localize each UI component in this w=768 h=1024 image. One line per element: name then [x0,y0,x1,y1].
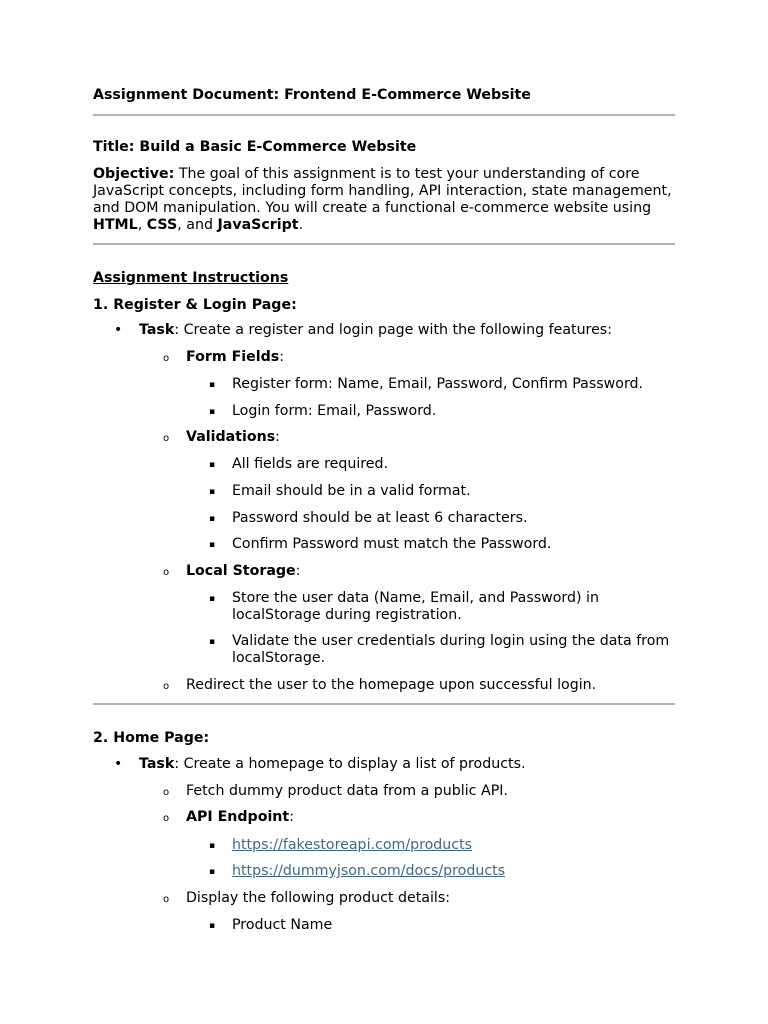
colon: : [295,563,301,579]
list-item: Password should be at least 6 characters. [232,510,528,526]
bullet-icon: ▪ [209,380,216,390]
bullet-icon: o [163,353,170,364]
task-label: Task [139,756,175,772]
dummyjson-link[interactable]: https://dummyjson.com/docs/products [232,863,506,879]
list-item: Login form: Email, Password. [232,403,437,419]
bullet-icon: o [163,681,170,692]
objective-css: CSS [146,217,178,233]
colon: : [279,349,285,365]
list-item: All fields are required. [232,456,389,472]
bullet-icon: ▪ [209,594,216,604]
list-item: Product Name [232,917,333,933]
list-item: Confirm Password must match the Password. [232,536,552,552]
validations-item [186,429,280,446]
api-endpoint-item [186,809,294,826]
display-details-item: Display the following product details: [186,890,451,906]
section1-heading: 1. Register & Login Page: [93,297,297,313]
bullet-icon: ▪ [209,514,216,524]
document-title: Assignment Document: Frontend E-Commerce Website [93,87,531,103]
bullet-icon: o [163,787,170,798]
objective-label: Objective: [93,166,175,182]
objective-text: The goal of this assignment is to test your understanding of core JavaScript concepts, including form handling, API interaction, state management, and DOM manipulation. You will create a functional e-commerce website using [93,166,672,216]
form-fields-label: Form Fields [186,349,280,365]
colon: : [275,429,280,445]
bullet-icon: o [163,894,170,905]
bullet-icon: • [114,756,123,772]
list-item: Validate the user credentials during login using the data from localStorage. [232,633,670,666]
objective-html: HTML [93,217,138,233]
section2-task [139,756,525,773]
task-text: : Create a register and login page with the following features: [174,322,612,338]
divider [93,114,675,116]
list-item: Email should be in a valid format. [232,483,471,499]
bullet-icon: o [163,433,170,444]
bullet-icon: • [114,322,123,338]
list-item [232,837,472,854]
bullet-icon: ▪ [209,637,216,647]
objective-js: JavaScript [217,217,299,233]
bullet-icon: ▪ [209,407,216,417]
instructions-heading: Assignment Instructions [93,270,289,286]
bullet-icon: o [163,813,170,824]
list-item: Register form: Name, Email, Password, Confirm Password. [232,376,644,392]
task-text: : Create a homepage to display a list of products. [174,756,526,772]
bullet-icon: o [163,567,170,578]
local-storage-item [186,563,300,580]
task-label: Task [139,322,175,338]
bullet-icon: ▪ [209,867,216,877]
redirect-item: Redirect the user to the homepage upon successful login. [186,677,597,693]
list-item: Store the user data (Name, Email, and Password) in localStorage during registration. [232,590,599,623]
objective-separator: , [137,217,147,233]
api-endpoint-label: API Endpoint [186,809,290,825]
form-fields-item [186,349,284,366]
bullet-icon: ▪ [209,841,216,851]
section1-task [139,322,612,339]
bullet-icon: ▪ [209,921,216,931]
assignment-title: Title: Build a Basic E-Commerce Website [93,139,417,155]
colon: : [289,809,294,825]
local-storage-label: Local Storage [186,563,296,579]
bullet-icon: ▪ [209,460,216,470]
bullet-icon: ▪ [209,540,216,550]
fakestore-link[interactable]: https://fakestoreapi.com/products [232,837,473,853]
objective-separator: , and [177,217,218,233]
divider [93,703,675,705]
section2-heading: 2. Home Page: [93,730,210,746]
list-item [232,863,505,880]
objective-end: . [298,217,304,233]
bullet-icon: ▪ [209,487,216,497]
validations-label: Validations [186,429,276,445]
objective-paragraph [93,166,675,234]
divider [93,243,675,245]
fetch-item: Fetch dummy product data from a public API. [186,783,508,799]
